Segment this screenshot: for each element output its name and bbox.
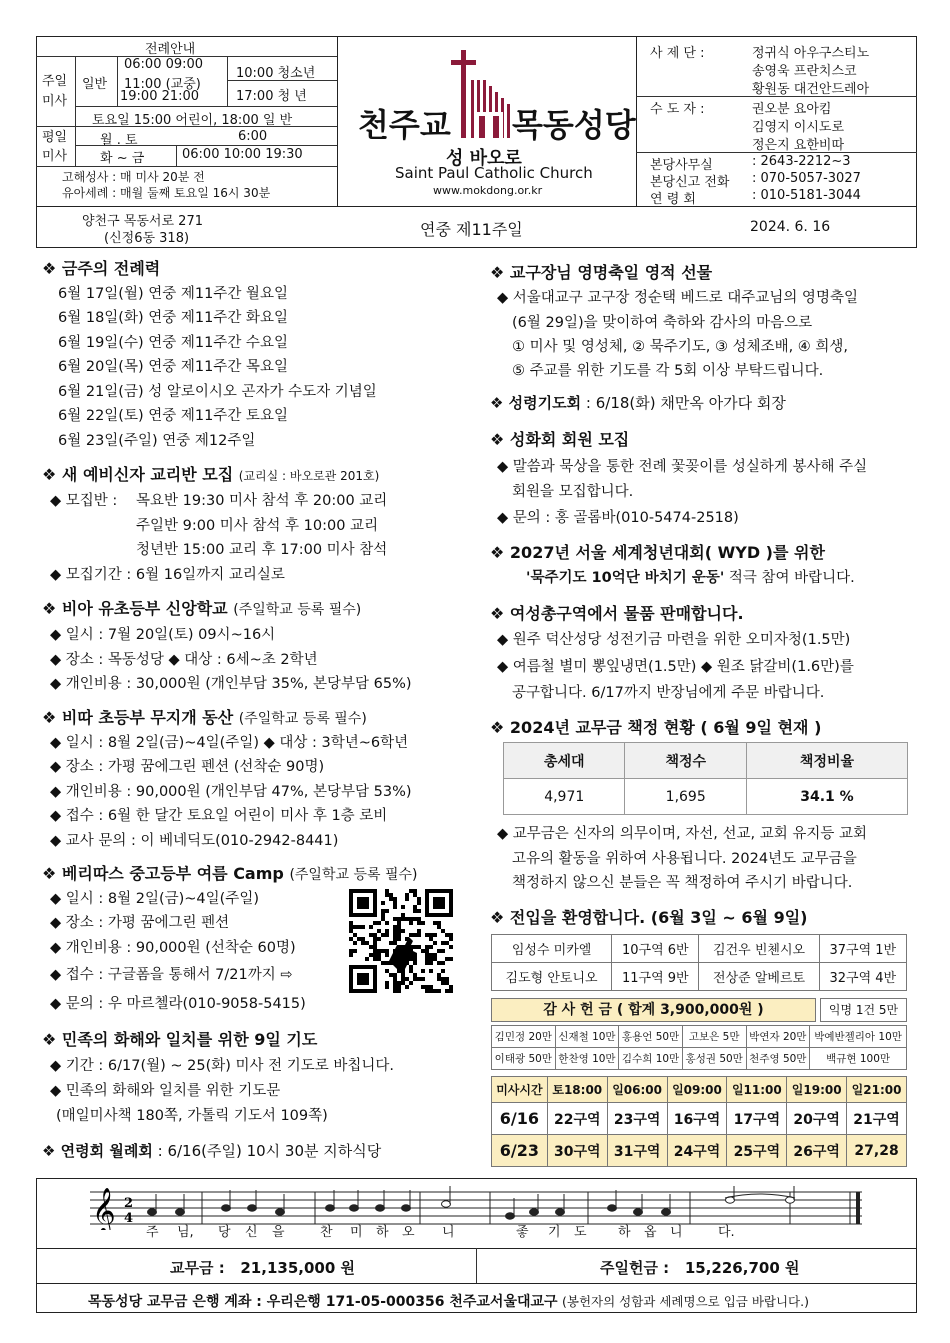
confession: 고해성사 : 매 미사 20분 전 [62,170,205,184]
newcomers-title: ❖ 전입을 환영합니다. (6월 3일 ~ 6월 9일) [490,908,808,927]
vita-item: ◆ 일시 : 8월 2일(금)~4일(주일) ◆ 대상 : 3학년~6학년 [50,735,409,751]
duty-cell: 25구역 [727,1135,787,1167]
lyric: 니 [442,1225,455,1240]
music-note [506,1213,515,1219]
qr-code[interactable] [349,889,453,993]
thanks-cell: 한찬영 10만 [555,1048,619,1070]
clergy-name: 김영지 이시도로 [752,120,845,135]
catechumen-title: ❖ 새 예비신자 교리반 모집 (교리실 : 바오로관 201호) [42,465,380,484]
bulletin-date: 2024. 6. 16 [750,219,831,235]
wyd-title: ❖ 2027년 서울 세계청년대회( WYD )를 위한 [490,543,825,562]
contact-value: : 070-5057-3027 [752,171,861,186]
catechumen-class: 청년반 15:00 교리 후 17:00 미사 참석 [136,542,388,558]
duty-header: 토18:00 [547,1077,607,1103]
church-name-1: 천주교 [358,106,451,144]
reconciliation-title: ❖ 민족의 화해와 일치를 위한 9일 기도 [42,1030,318,1049]
federation: ❖ 연령회 월례회 : 6/16(주일) 10시 30분 지하식당 [42,1142,382,1160]
flower-line: ◆ 말씀과 묵상을 통한 전례 꽃꽂이를 성실하게 봉사해 주실 [497,459,868,475]
wyd-line: '묵주기도 10억단 바치기 운동' 적극 참여 바랍니다. [526,570,855,586]
sunday-offering: 주일헌금 : 15,226,700 원 [600,1259,800,1277]
liturgy-item: 6월 20일(목) 연중 제11주간 목요일 [58,359,288,375]
lyric: 좋 [516,1225,529,1240]
music-note [148,1209,157,1215]
mon-sat-time: 6:00 [238,129,268,144]
lyric: 신 [245,1225,258,1240]
music-note [248,1205,257,1211]
lyric: 옵 [644,1225,657,1240]
bishop-line: ① 미사 및 영성체, ② 묵주기도, ③ 성체조배, ④ 희생, [512,339,849,355]
veritas-item: ◆ 문의 : 우 마르첼라(010-9058-5415) [50,996,306,1012]
schedule-title: 전례안내 [145,42,196,57]
pledge-header: 총세대 [504,743,625,779]
tue-fri-times: 06:00 10:00 19:30 [182,147,303,162]
clergy-role-1: 사 제 단 : [650,46,705,61]
pledge-total: 교무금 : 21,135,000 원 [170,1259,355,1277]
music-note [326,1205,335,1211]
address-line-2: (신정6동 318) [104,231,190,246]
music-note [222,1205,231,1211]
music-note [376,1205,385,1211]
liturgy-item: 6월 17일(월) 연중 제11주간 월요일 [58,286,288,302]
duty-header: 일11:00 [727,1077,787,1103]
lyric: 찬 [320,1225,333,1240]
newcomer-cell: 32구역 4반 [819,963,906,991]
sunday-mass-label: 주일 미사 [42,74,68,109]
tue-fri: 화 ~ 금 [100,151,145,166]
music-note [608,1205,617,1211]
women-line: 공구합니다. 6/17까지 반장님에게 주문 바랍니다. [512,685,825,701]
saturday-note: 토요일 15:00 어린이, 18:00 일 반 [92,113,293,128]
clergy-name: 황원동 대건안드레아 [752,82,870,97]
mass-duty-table [491,1076,907,1167]
bank-account: 목동성당 교무금 은행 계좌 : 우리은행 171-05-000356 천주교서울대교구 (봉헌자의 성함과 세례명으로 입금 바랍니다.) [88,1294,809,1310]
duty-header: 일06:00 [607,1077,667,1103]
duty-cell: 23구역 [607,1103,667,1135]
via-item: ◆ 개인비용 : 30,000원 (개인부담 35%, 본당부담 65%) [50,676,412,692]
music-note [276,1209,285,1215]
lyric: 주 [146,1225,159,1240]
pledge-value: 34.1 % [746,779,907,815]
contact-value: : 010-5181-3044 [752,188,861,203]
duty-date: 6/23 [492,1135,548,1167]
reconciliation-item: ◆ 기간 : 6/17(월) ~ 25(화) 미사 전 기도로 바칩니다. [50,1058,395,1074]
newcomer-cell: 11구역 9반 [612,963,699,991]
thanks-cell: 홍용언 50만 [619,1026,683,1048]
liturgy-item: 6월 23일(주일) 연중 제12주일 [58,433,256,449]
thanks-anon: 익명 1건 5만 [820,998,907,1022]
newcomer-cell: 37구역 1반 [819,935,906,963]
music-note [176,1209,185,1215]
vita-item: ◆ 장소 : 가평 꿈에그린 펜션 (선착순 90명) [50,759,325,775]
veritas-item: ◆ 접수 : 구글폼을 통해서 7/21까지 ⇨ [50,967,293,983]
duty-cell: 16구역 [667,1103,727,1135]
duty-cell: 30구역 [547,1135,607,1167]
infant-baptism: 유아세례 : 매월 둘째 토요일 16시 30분 [62,186,271,200]
liturgy-item: 6월 22일(토) 연중 제11주간 토요일 [58,408,288,424]
thanks-cell: 김민정 20만 [492,1026,556,1048]
bishop-title: ❖ 교구장님 영명축일 영적 선물 [490,263,713,282]
church-name-2: 목동성당 [512,106,636,144]
duty-header: 일09:00 [667,1077,727,1103]
veritas-item: ◆ 장소 : 가평 꿈에그린 펜션 [50,915,230,931]
sunday-time-1: 06:00 09:00 [124,57,204,72]
sunday-time-2: 11:00 (교중) [124,77,201,92]
bishop-line: ⑤ 주교를 위한 기도를 각 5회 이상 부탁드립니다. [512,363,824,379]
catechumen-class-label: ◆ 모집반 : [50,493,118,509]
thanks-header: 감 사 헌 금 ( 합계 3,900,000원 ) [491,998,816,1022]
vita-item: ◆ 개인비용 : 90,000원 (개인부담 47%, 본당부담 53%) [50,784,412,800]
music-note [634,1209,643,1215]
thanks-cell: 박예반젤리아 10만 [810,1026,907,1048]
duty-date: 6/16 [492,1103,548,1135]
vita-item: ◆ 교사 문의 : 이 베네딕도(010-2942-8441) [50,833,339,849]
address-line-1: 양천구 목동서로 271 [82,214,203,229]
catechumen-class: 주일반 9:00 미사 참석 후 10:00 교리 [136,518,379,534]
flower-line: ◆ 문의 : 홍 골롬바(010-5474-2518) [497,510,739,526]
clergy-name: 송영욱 프란치스코 [752,64,857,79]
weekday-mass-label: 평일 미사 [42,130,68,164]
thanks-cell: 고보은 5만 [682,1026,746,1048]
contact-label: 본당신고 전화 [650,175,730,190]
pledge-value: 1,695 [625,779,746,815]
liturgy-item: 6월 21일(금) 성 알로이시오 곤자가 수도자 기념일 [58,384,377,400]
music-note [402,1205,411,1211]
thanks-cell: 백규현 100만 [810,1048,907,1070]
duty-cell: 20구역 [787,1103,847,1135]
flower-title: ❖ 성화회 회원 모집 [490,430,630,449]
women-line: ◆ 원주 덕산성당 성전기금 마련을 위한 오미자청(1.5만) [497,632,851,648]
sunday-time-3: 19:00 21:00 [120,89,200,104]
vita-title: ❖ 비따 초등부 무지개 동산 (주일학교 등록 필수) [42,708,367,727]
clergy-name: 정은지 요한비따 [752,138,845,153]
lyrics-row [140,1221,840,1239]
duty-header: 미사시간 [492,1077,548,1103]
pledge-value: 4,971 [504,779,625,815]
pledge-header: 책정비율 [746,743,907,779]
veritas-title: ❖ 베리따스 중고등부 여름 Camp (주일학교 등록 필수) [42,864,418,883]
lyric: 하 [618,1225,631,1240]
thanks-cell: 이태광 50만 [492,1048,556,1070]
women-title: ❖ 여성총구역에서 물품 판매합니다. [490,604,744,623]
week-title: 연중 제11주일 [420,220,523,239]
clergy-name: 정귀식 아우구스티노 [752,46,870,61]
duty-cell: 21구역 [847,1103,907,1135]
thanks-table [491,1025,907,1070]
newcomer-cell: 전상준 알베르토 [699,963,819,991]
reconciliation-item: (매일미사책 180쪽, 가톨릭 기도서 109쪽) [56,1108,328,1124]
duty-cell: 26구역 [787,1135,847,1167]
vita-item: ◆ 접수 : 6월 한 달간 토요일 어린이 미사 후 1층 로비 [50,808,388,824]
lyric: 다. [718,1225,735,1240]
lyric: 당 [218,1225,231,1240]
svg-text:𝄞: 𝄞 [92,1188,116,1230]
newcomers-table [491,934,907,991]
svg-text:2: 2 [124,1196,134,1211]
music-note [350,1205,359,1211]
veritas-item: ◆ 일시 : 8월 2일(금)~4일(주일) [50,891,259,907]
reconciliation-item: ◆ 민족의 화해와 일치를 위한 기도문 [50,1083,281,1099]
duty-cell: 27,28 [847,1135,907,1167]
pledge-table [503,742,908,815]
patron-english: Saint Paul Catholic Church [395,164,593,182]
svg-text:4: 4 [124,1211,134,1226]
catechumen-class: 목요반 19:30 미사 참석 후 20:00 교리 [136,493,388,509]
women-line: ◆ 여름철 별미 뽕잎냉면(1.5만) ◆ 원조 닭갈비(1.6만)를 [497,659,854,675]
young-adult-mass: 17:00 청 년 [236,89,307,104]
thanks-cell: 홍성권 50만 [682,1048,746,1070]
lyric: 도 [574,1225,587,1240]
duty-cell: 22구역 [547,1103,607,1135]
website[interactable]: www.mokdong.or.kr [433,184,543,197]
music-note [556,1209,565,1215]
patron-korean: 성 바오로 [446,148,522,169]
church-logo [449,50,511,140]
catechumen-period: ◆ 모집기간 : 6월 16일까지 교리실로 [50,567,285,583]
spirit-prayer: ❖ 성령기도회 : 6/18(화) 채만옥 아가다 회장 [490,394,786,412]
lyric: 을 [272,1225,285,1240]
newcomer-cell: 김건우 빈첸시오 [699,935,819,963]
contact-value: : 2643-2212~3 [752,154,851,169]
lyric: 기 [548,1225,561,1240]
lyric: 하 [376,1225,389,1240]
music-note [442,1201,451,1207]
duty-cell: 24구역 [667,1135,727,1167]
veritas-item: ◆ 개인비용 : 90,000원 (선착순 60명) [50,940,296,956]
thanks-cell: 신재철 10만 [555,1026,619,1048]
clergy-role-2: 수 도 자 : [650,102,705,117]
bishop-line: ◆ 서울대교구 교구장 정순택 베드로 대주교님의 영명축일 [497,290,858,306]
bishop-line: (6월 29일)을 맞이하여 축하와 감사의 마음으로 [512,315,813,331]
duty-cell: 31구역 [607,1135,667,1167]
lyric: 미 [350,1225,363,1240]
pledge-title: ❖ 2024년 교무금 책정 현황 ( 6월 9일 현재 ) [490,718,822,737]
thanks-cell: 박연자 20만 [746,1026,810,1048]
via-item: ◆ 일시 : 7월 20일(토) 09시~16시 [50,627,276,643]
via-item: ◆ 장소 : 목동성당 ◆ 대상 : 6세~초 2학년 [50,652,318,668]
pledge-note: 책정하지 않으신 분들은 꼭 책정하여 주시기 바랍니다. [512,875,853,891]
contact-label: 연 령 회 [650,192,696,207]
pledge-header: 책정수 [625,743,746,779]
liturgy-title: ❖ 금주의 전례력 [42,259,161,278]
thanks-cell: 김수희 10만 [619,1048,683,1070]
mon-sat: 월 . 토 [100,133,138,148]
via-title: ❖ 비아 유초등부 신앙학교 (주일학교 등록 필수) [42,599,362,618]
music-note [530,1209,539,1215]
music-note [662,1209,671,1215]
newcomer-cell: 임성수 미카엘 [492,935,612,963]
contact-label: 본당사무실 [650,158,713,173]
liturgy-item: 6월 19일(수) 연중 제11주간 수요일 [58,335,288,351]
liturgy-item: 6월 18일(화) 연중 제11주간 화요일 [58,310,288,326]
newcomer-cell: 김도형 안토니오 [492,963,612,991]
duty-cell: 17구역 [727,1103,787,1135]
sunday-general-label: 일반 [82,77,108,92]
lyric: 님, [177,1225,194,1240]
duty-header: 일19:00 [787,1077,847,1103]
pledge-note: ◆ 교무금은 신자의 의무이며, 자선, 선교, 교회 유지등 교회 [497,826,868,842]
pledge-note: 고유의 활동을 위하여 사용됩니다. 2024년도 교무금을 [512,851,857,867]
flower-line: 회원을 모집합니다. [512,484,634,500]
youth-mass: 10:00 청소년 [236,66,316,81]
lyric: 오 [402,1225,415,1240]
thanks-cell: 천주영 50만 [746,1048,810,1070]
newcomer-cell: 10구역 6반 [612,935,699,963]
duty-header: 일21:00 [847,1077,907,1103]
clergy-name: 권오분 요아킴 [752,102,832,117]
lyric: 니 [670,1225,683,1240]
